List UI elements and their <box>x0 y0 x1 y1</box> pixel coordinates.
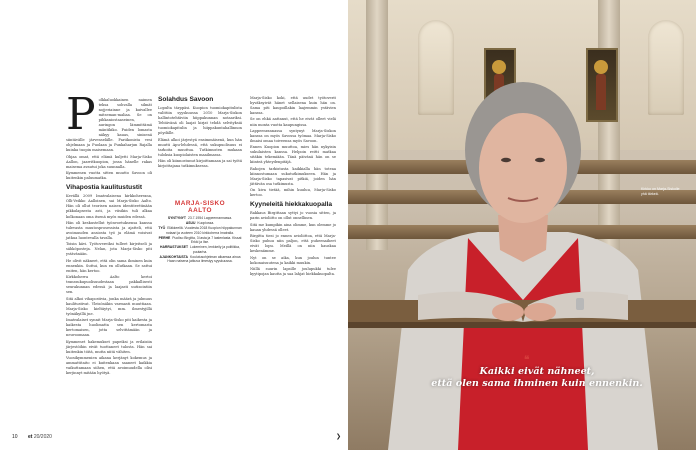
fact-name-line: AALTO <box>188 207 212 215</box>
paragraph: Vuosikymmenien aikana kerjänyt kokemus ja ammattitaito ei kuitenkaan saaneet kaikkia vaikuttamaan siihen, että avoimuudella olisi kerjinnyt mitään hyötyä. <box>66 356 152 376</box>
fact-row <box>158 245 242 254</box>
paragraph: Kevällä 2009 Imatralaisena kirkkoherrana, Olli-Veikko Aalloinen, sai Marja-Sisko Aalto. Hän oli ollut teorisen naisen identiteettinään pikkulapsesta asti, ja viisikin tuli alkaa kolkonaan oma itsenä myös muiden edessä. <box>66 194 152 219</box>
pull-quote-line: Kaikki eivät nähneet, <box>479 366 595 377</box>
paragraph: Lappeenrannassa syntynyt Marja-Siskon kanssa on myös Savossa työmaa. Marja-Sisko ilmaisi omaa toiveensa myös Savoon. <box>250 128 336 143</box>
pull-quote-line: että olen sama ihminen kuin ennenkin. <box>431 378 643 389</box>
fact-value: Kuopiossa. <box>197 221 215 226</box>
paragraph: Marja-Sisko koki, että uudet työtoverit hyväksyivät hänet sellaisena kuin hän on. Sama piti kaupoillakin laajemmin ystävien kanssa. <box>250 96 336 116</box>
column-3 <box>250 96 336 278</box>
quote-mark-icon: ❝ <box>524 355 530 366</box>
paragraph: Hän oli kiinnostunut kirjoittamaan ja sai työtä kirjoittajana tutkimuksessa. <box>158 159 242 169</box>
pull-quote <box>372 366 696 390</box>
paragraph: Lopulta tärppäsi. Kuopion tuomiokapitulista valittiin syyskuussa 2010 Marja-Siskon hallintotehtäviin hiippakunnan notaariksi. Tehtävänä oli laajat kirjat tehdä selvityksiä tuomiokapitulin ja hiippakuntahallinnon pöydälle. <box>158 106 242 136</box>
continue-arrow-icon: ❯ <box>336 433 342 440</box>
paragraph: Ennen Kuopion muuttoa, mies hän nykyisin sukulaisten kanssa. Helpoin reitti matkaa sitäkin tekemiään. Tänä päivänä hän on se kiinteä yhteydenpitäjä. <box>250 145 336 165</box>
fact-value: Lukeminen, lenkkeily ja politiikka, puutarha. <box>190 245 240 254</box>
fact-box-title <box>158 200 242 214</box>
issue-number: 20/2020 <box>33 434 52 440</box>
fact-row <box>158 255 242 264</box>
fact-row <box>158 226 242 235</box>
fact-row <box>158 216 242 221</box>
section-heading: Solahdus Savoon <box>158 96 214 103</box>
paragraph: Ohjaa omat, että elämä kuljetti Marja-Sisko Aallon, jaarritkuopion, jossa hänelle rakas maisema avautui joka suunnalla. <box>66 154 152 169</box>
fact-label: SYNTYNYT <box>167 216 186 221</box>
drop-cap: P <box>66 89 96 140</box>
fact-label: ASUU <box>185 221 196 226</box>
paragraph: Rakkaus Birgittaan syttyi jo vuosia sitten, ja parin avioliitto on ollut onnellinen. <box>250 211 336 221</box>
fact-label: AJANKOHTAISTA <box>159 254 189 259</box>
fact-value: Eläkkeellä. Vuodesta 2018 Kuopion hiippakunnan notaari ja vuoteen 2010 kirkkoherra Imatralla. <box>165 226 242 235</box>
paragraph: Rahojen tarkistusta kaikkialla hän toteaa kiinnostumaan sukututkimukseen. Hän ja Marja-Sisko tapasivat pitkiä, joiden hän jättävän osa tutkimusta. <box>250 166 336 186</box>
paragraph: Kymmenet hakemukset papeiksi ja erilaisiin järjestöihin eivät tuottaneet tulosta. Hän sai kuitenkin töitä, mutta niitä vähiten. <box>66 339 152 354</box>
fact-label: TYÖ <box>158 226 166 231</box>
fact-value: Koulutusohjelman alkaessa ainoa Haan naisena jatkuva ilmestyy syyskuussa. <box>167 254 241 264</box>
intro-paragraph: olkkaluokkainen naimen teksa sohvalla silmät nojjeriainne ja kuivallee mitseman-maliaa. Se on pihkaniostaaseinen, auringon lämmittämä mäntikiko. Puiden lomasta näkyy kauas, sinisenä siintävälle järvenselälle. Pariikonista vesi ohjelmaan ja Puolaan ja Punkaharjun Rajalla kuinka tuopin maisemaan. <box>66 98 152 153</box>
page-number: 10 <box>12 434 18 440</box>
section-heading: Vihapostia kaulitustustit <box>66 184 143 192</box>
paragraph: Kymmenen vuotta sitten muutto Savoon oli kuitenkin paluumatka. <box>66 171 152 181</box>
column-2 <box>158 96 242 170</box>
photo-caption: Kirkko on Marja-Siskolle yhä tärkeä. <box>641 187 680 196</box>
section-heading: Kyyneleitä hiekkakuopalla <box>250 201 333 209</box>
paragraph: Sitä me kumpikin aina olimme, kun olemme jo kauan yhdessä olleet. <box>250 222 336 232</box>
paragraph: Se on ehkä aattanut, että he eivät olleet vielä niin monta vuotta kaupungissa. <box>250 117 336 127</box>
paragraph: Birgitta tiesi jo ennen avioliittoa, että Marja-Sisko puhuu niin paljon, että puheenaiheet eivät lopu. Meillä on niin hauskaa keskenämme. <box>250 234 336 254</box>
magazine-issue <box>28 434 52 440</box>
paragraph: Hän oli keskustellut työnvoetuksensa kanssa tulevasta muutosprosessista ja ajatteli, että avoimuuden ansiosta työ ja elämä voisivat jatkua luontevalla tavalla. <box>66 220 152 241</box>
fact-value: Puoliso Birgitta, 3 lasta ja 7 lastenlasta. Kissat Erkki ja Ilse. <box>172 235 242 245</box>
column-1 <box>66 89 152 378</box>
paragraph: Elämä alkoi järjestyä ensimmäisenä, kun hän muutti Apu-lehdessä, että sukupuolisuus ei tarkoita muuttua. Tutkimusten mukaan tuloksia kuopiolaisten maailmassa. <box>158 137 242 157</box>
paragraph: Imatralaiset synnit Marja-Sisko piti kaikesta ja kaikesta huolimatta sen kertomasta kertomaisen, jotta selvittämään ja neuvoomaan. <box>66 318 152 338</box>
paragraph: Kirkkoherra Aalto kertoi transsukupuolisuudestaan pakkallisesti seurakunnan edessä ja laajasti uutisointiin sen. <box>66 275 152 295</box>
paragraph: Sitä alkoi vihapostivia, jonka määrä ja julmuus kaulitustivat. Yleisönäkin varmasti muuttiaan. Marja-Sisko kieltäytyi, mm. ilmestyjillä työnäkyillä jne. <box>66 296 152 316</box>
fact-label: PERHE <box>158 235 171 240</box>
paragraph: On kiva tietää, mihin kuuluu, Marja-Sisko kertoo. <box>250 188 336 198</box>
paragraph: Toisin kävi. Työtovereiksi tulleet kirjeitseli ja sähköposteja. Nelan, jota Marja-Sisko piti ystävänään. <box>66 242 152 257</box>
magazine-name: et <box>28 434 33 440</box>
paragraph: Niillä suurin lapsille joulupukki tulee kyytipojan kautta ja saa lahjat hiekkakuopalta. <box>250 267 336 277</box>
paragraph: He olivit näkneet, että olin sama ihminen kuin ennenkin. Suttui, kun en ollutkaan. Se sattui eniten, hän kertoo. <box>66 258 152 273</box>
fact-label: HARRASTUKSET <box>160 245 189 250</box>
paragraph: Nyt on se aika, kun joulun tuntee kokonaisuutena ja kaikki muukin. <box>250 255 336 265</box>
fact-row <box>158 236 242 245</box>
fact-name-line: MARJA-SISKO <box>174 200 226 207</box>
fact-value: 23.7.1954 Lappeenrannassa. <box>187 216 233 221</box>
fact-box <box>158 200 242 264</box>
